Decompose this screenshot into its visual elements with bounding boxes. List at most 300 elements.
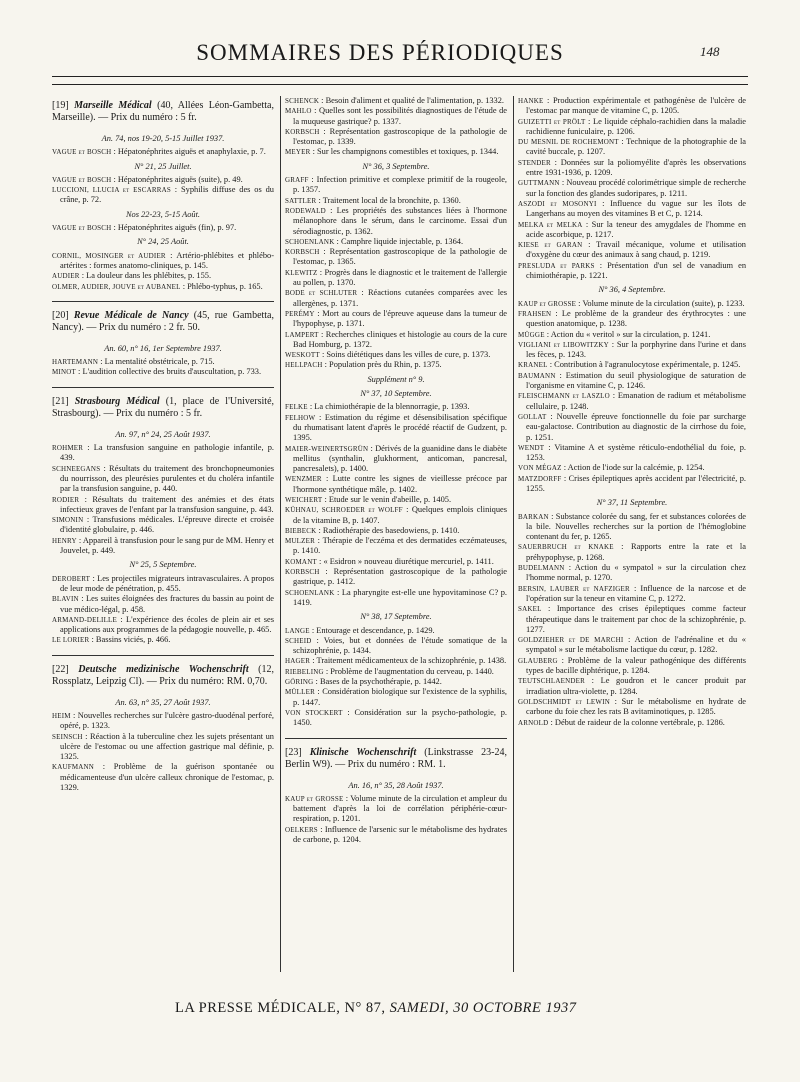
article-authors: MELKA et MELKA — [518, 220, 583, 229]
article-title: Action du « sympatol » sur la circulation chez l'homme normal, p. 1270. — [526, 563, 746, 583]
article-entry: WESKOTT : Soins diététiques dans les villes de cure, p. 1373. — [285, 350, 491, 360]
article-authors: KORBSCH — [285, 248, 320, 257]
footer-date: SAMEDI, 30 OCTOBRE 1937 — [389, 1000, 577, 1016]
article-authors: VAGUE et BOSCH — [52, 175, 112, 184]
issue-heading: N° 37, 10 Septembre. — [360, 389, 432, 399]
article-title: Hépatonéphrites aiguës et anaphylaxie, p. 7. — [117, 147, 266, 157]
article-title: Résultats du traitement des bronchopneumonies du nourrisson, des pleurésies purulentes et du choléra infantile par la transfusion sanguine, p. 440. — [60, 463, 274, 494]
page-number: 148 — [700, 44, 720, 59]
article-title: Camphre liquide injectable, p. 1364. — [340, 236, 464, 246]
article-authors: MEYER — [285, 148, 311, 157]
article-authors: HENRY — [52, 536, 77, 545]
article-authors: ARMAND-DELILLE — [52, 615, 118, 624]
article-entry: STENDER : Données sur la poliomyélite d'après les observations entre 1931-1936, p. 1209. — [518, 157, 747, 178]
article-title: Représentation gastroscopique de la pathologie de l'estomac, p. 1365. — [293, 247, 508, 267]
article-authors: BIEBECK — [285, 526, 317, 535]
article-entry: KORBSCH : Représentation gastroscopique de la pathologie de l'estomac, p. 1339. — [285, 126, 508, 147]
article-title: Les suites éloignées des fractures du bassin au point de vue médico-légal, p. 458. — [60, 594, 274, 614]
article-entry: LUCCIONI, LLUCIA et ESCARRAS : Syphilis diffuse des os du crâne, p. 72. — [52, 185, 274, 205]
article-authors: MATZDORFF — [518, 474, 562, 483]
article-entry: GOLLAT : Nouvelle épreuve fonctionnelle du foie par surcharge eau-galactose. Contribution au diagnostic de la cirrhose du foie, p. 1251. — [518, 411, 746, 442]
article-authors: PERÉMY — [285, 309, 315, 318]
article-authors: HELLPACH — [285, 361, 323, 370]
article-entry: MAHLO : Quelles sont les possibilités diagnostiques de l'étude de la muqueuse gastrique? p. 1337. — [285, 106, 507, 126]
article-title: La transfusion sanguine en pathologie infantile, p. 439. — [60, 443, 275, 463]
article-title: Hépatonéphrites aiguës (fin), p. 97. — [117, 223, 237, 233]
article-entry: CORNIL, MOSINGER et AUDIER : Artério-phlébites et phlébo-artérites : formes anatomo-cliniques, p. 145. — [52, 250, 274, 270]
article-authors: MULZER — [285, 537, 315, 546]
article-entry: KAUP et GROSSE : Volume minute de la circulation et ampleur du battement d'après la loi de corrélation périphérie-cœur-respiration, p. 1201. — [285, 793, 507, 824]
article-title: La mentalité obstétricale, p. 715. — [104, 357, 215, 367]
article-title: Problème de la guérison spontanée ou médicamenteuse d'un ulcère calleux chronique de l'estomac, p. 1329. — [60, 762, 274, 793]
issue-heading: N° 36, 4 Septembre. — [598, 285, 666, 295]
article-title: Emanation de radium et métabolisme cellulaire, p. 1248. — [526, 391, 746, 411]
article-title: Transfusions médicales. L'épreuve directe et croisée d'identité globulaire, p. 446. — [60, 515, 274, 535]
article-entry: KLEWITZ : Progrès dans le diagnostic et le traitement de l'allergie au pollen, p. 1370. — [285, 267, 507, 288]
article-entry: WENZMER : Lutte contre les signes de vieillesse précoce par l'hormone synthétique mâle, p. 1402. — [285, 474, 507, 494]
article-title: Influence de l'arsenic sur le métabolisme des hydrates de carbone, p. 1204. — [293, 824, 508, 844]
footer-journal: LA PRESSE MÉDICALE, N° 87, — [175, 1000, 386, 1016]
article-authors: KAUFMANN — [52, 763, 95, 772]
article-authors: KAUP et GROSSE — [285, 794, 344, 803]
article-title: Action du « veritol » sur la circulation, p. 1241. — [550, 329, 711, 339]
article-title: Estimation du régime et désensibilisation spécifique du rhumatisant latent d'après le procédé réactif de Gudzent, p. 1395. — [293, 412, 507, 443]
article-authors: SAUERBRUCH et KNAKE — [518, 543, 614, 552]
article-authors: LANGE — [285, 626, 310, 635]
journal-header — [52, 396, 274, 420]
article-authors: HAGER — [285, 657, 311, 666]
article-entry: RODIER : Résultats du traitement des anémies et des états infectieux graves de l'enfant par la transfusion sanguine, p. 443. — [52, 494, 274, 514]
article-entry: HAGER : Traitement médicamenteux de la schizophrénie, p. 1438. — [285, 656, 507, 666]
article-title: Problème de l'augmentation du cerveau, p. 1440. — [330, 666, 494, 676]
column-divider — [513, 96, 514, 972]
article-authors: SATTLER — [285, 196, 317, 205]
article-authors: HEIM — [52, 711, 71, 720]
article-entry: BARKAN : Substance colorée du sang, fer et substances colorées de la bile. Nouvelles recherches sur la portion de l'hémoglobine contenant du fer, p. 1265. — [518, 511, 746, 542]
article-title: Influence de la narcose et de l'opération sur la teneur en vitamine C, p. 1272. — [526, 583, 747, 603]
article-title: Considération sur la psycho-pathologie, p. 1450. — [293, 707, 507, 728]
article-title: Volume minute de la circulation et ampleur du battement d'après la loi de corrélation périphérie-cœur-respiration, p. 1201. — [293, 793, 507, 824]
article-authors: GUTTMANN — [518, 179, 560, 188]
article-entry: AUDIER : La douleur dans les phlébites, p. 155. — [52, 271, 212, 281]
article-entry: SCHENCK : Besoin d'aliment et qualité de l'alimentation, p. 1332. — [285, 96, 504, 105]
article-entry: KAUP et GROSSE : Volume minute de la circulation (suite), p. 1233. — [518, 298, 745, 308]
article-title: Représentation gastroscopique de la pathologie gastrique, p. 1412. — [293, 567, 507, 587]
issue-heading: N° 38, 17 Septembre. — [360, 612, 432, 622]
article-entry: SCHOENLANK : La pharyngite est-elle une hypovitaminose C? p. 1419. — [285, 587, 508, 607]
article-authors: GÖRING — [285, 678, 314, 687]
page-title: SOMMAIRES DES PÉRIODIQUES — [196, 40, 564, 65]
article-authors: DU MESNIL DE ROCHEMONT — [518, 138, 619, 147]
issue-heading: An. 74, nos 19-20, 5-15 Juillet 1937. — [101, 134, 225, 143]
article-title: Lutte contre les signes de vieillesse précoce par l'hormone synthétique mâle, p. 1402. — [293, 474, 507, 494]
article-authors: AUDIER — [52, 272, 80, 281]
article-title: Recherches cliniques et histologie au cours de la cure Bad Homburg, p. 1372. — [293, 329, 507, 349]
article-authors: SCHEID — [285, 636, 312, 645]
article-title: Représentation gastroscopique de la pathologie de l'estomac, p. 1339. — [293, 126, 508, 147]
article-entry: DEROBERT : Les projectiles migrateurs intravasculaires. A propos de leur mode de pénétration, p. 455. — [52, 573, 274, 593]
journal-details: (45, rue Gambetta, Nancy). — Prix du numéro : 2 fr. 50. — [52, 309, 274, 333]
article-entry: LANGE : Entourage et descendance, p. 1429. — [285, 625, 435, 635]
article-entry: PRESLUDA et PARKS : Présentation d'un sel de vanadium en chimiothérapie, p. 1221. — [518, 260, 747, 281]
article-authors: VON STOCKERT — [285, 708, 343, 717]
article-entry: VAGUE et BOSCH : Hépatonéphrites aiguës (suite), p. 49. — [52, 174, 243, 184]
article-entry: ASZODI et MOSONYI : Influence du vague sur les îlots de Langerhans au moyen des vitamines B et C, p. 1214. — [518, 198, 746, 219]
article-title: Contribution à l'agranulocytose expérimentale, p. 1245. — [554, 360, 741, 370]
article-authors: FELHOW — [285, 413, 316, 422]
article-authors: WEICHERT — [285, 495, 323, 504]
article-entry: BODE et SCHLUTER : Réactions cutanées comparées avec les allergènes, p. 1371. — [285, 288, 507, 308]
article-authors: KORBSCH — [285, 127, 320, 136]
article-authors: KLEWITZ — [285, 268, 318, 277]
article-entry: HENRY : Appareil à transfusion pour le sang pur de MM. Henry et Jouvelet, p. 449. — [52, 535, 274, 556]
issue-heading: An. 63, n° 35, 27 Août 1937. — [115, 697, 211, 707]
article-entry: KOMANT : « Esidron » nouveau diurétique mercuriel, p. 1411. — [285, 556, 494, 566]
article-title: Appareil à transfusion pour le sang pur de MM. Henry et Jouvelet, p. 449. — [60, 535, 274, 556]
article-entry: MELKA et MELKA : Sur la teneur des amygdales de l'homme en acide ascorbique, p. 1217. — [518, 219, 746, 239]
article-authors: SAKEL — [518, 605, 542, 614]
article-title: Action de l'adrénaline et du « sympatol » sur le métabolisme lactique du cœur, p. 1282. — [526, 635, 746, 655]
article-authors: MAHLO — [285, 107, 312, 116]
article-entry: VIGLIANI et LIBOWITZKY : Sur la porphyrine dans l'urine et dans les fèces, p. 1243. — [518, 339, 746, 360]
article-title: Rapports entre la rate et la préhypophyse, p. 1268. — [526, 542, 746, 562]
journal-details: (Linkstrasse 23-24, Berlin W9). — Prix du numéro : RM. 1. — [285, 746, 507, 770]
article-authors: PRESLUDA et PARKS — [518, 261, 595, 270]
article-entry: VAGUE et BOSCH : Hépatonéphrites aiguës (fin), p. 97. — [52, 223, 237, 233]
section-divider — [52, 655, 274, 656]
article-entry: WENDT : Vitamine A et système réticulo-endothélial du foie, p. 1253. — [518, 442, 746, 463]
article-title: « Esidron » nouveau diurétique mercuriel, p. 1411. — [323, 556, 494, 566]
article-title: Soins diététiques dans les villes de cure, p. 1373. — [326, 350, 491, 360]
article-authors: GRAFF — [285, 176, 309, 185]
article-entry: GOLDSCHMIDT et LEWIN : Sur le métabolisme en hydrate de carbone du foie chez les rats B avitaminotiques, p. 1285. — [518, 696, 746, 717]
issue-heading: An. 16, n° 35, 28 Août 1937. — [348, 780, 444, 790]
article-authors: WENZMER — [285, 475, 322, 484]
article-title: La douleur dans les phlébites, p. 155. — [86, 271, 212, 281]
article-title: Le liquide céphalo-rachidien dans la maladie rachidienne funiculaire, p. 1206. — [526, 116, 746, 136]
article-entry: BAUMANN : Estimation du seuil physiologique de saturation de l'organisme en vitamine C, p. 1246. — [518, 370, 746, 391]
article-authors: CORNIL, MOSINGER et AUDIER — [52, 251, 166, 260]
article-title: Le problème de la grandeur des érythrocytes : une question anatomique, p. 1238. — [526, 308, 746, 329]
article-authors: GOLDSCHMIDT et LEWIN — [518, 697, 610, 706]
article-entry: RIEBELING : Problème de l'augmentation du cerveau, p. 1440. — [285, 666, 494, 676]
article-authors: GLAUBERG — [518, 656, 558, 665]
issue-heading: Nos 22-23, 5-15 Août. — [125, 209, 201, 219]
article-entry: GRAFF : Infection primitive et complexe primitif de la rougeole, p. 1357. — [285, 175, 508, 195]
column-middle — [285, 96, 507, 845]
article-title: L'audition collective des bruits d'auscultation, p. 733. — [82, 367, 262, 377]
article-entry: GÖRING : Bases de la psychothérapie, p. 1442. — [285, 677, 442, 687]
journal-header — [52, 100, 274, 124]
article-title: Estimation du seuil physiologique de saturation de l'organisme en vitamine C, p. 1246. — [526, 370, 746, 391]
article-title: Action de l'iode sur la calcémie, p. 1254. — [567, 463, 705, 473]
article-authors: SCHOENLANK — [285, 588, 335, 597]
article-title: Résultats du traitement des anémies et des états infectieux graves de l'enfant par la transfusion sanguine, p. 443. — [60, 494, 274, 514]
article-title: Le goudron et le cancer produit par irradiation ultra-violette, p. 1284. — [526, 676, 746, 696]
article-entry: GUIZETTI et PRÖLT : Le liquide céphalo-rachidien dans la maladie rachidienne funiculaire, p. 1206. — [518, 116, 746, 136]
section-divider — [285, 738, 507, 739]
journal-title: Marseille Médical — [74, 100, 152, 111]
article-entry: VAGUE et BOSCH : Hépatonéphrites aiguës et anaphylaxie, p. 7. — [52, 147, 266, 157]
article-title: Quelques emplois cliniques de la vitamine B, p. 1407. — [293, 505, 508, 525]
article-authors: MINOT — [52, 368, 76, 377]
article-authors: LE LORIER — [52, 636, 90, 645]
article-title: Traitement local de la bronchite, p. 1360. — [322, 195, 461, 205]
article-title: Réactions cutanées comparées avec les allergènes, p. 1371. — [293, 288, 507, 308]
article-entry: SATTLER : Traitement local de la bronchite, p. 1360. — [285, 195, 461, 205]
article-authors: RIEBELING — [285, 667, 324, 676]
article-entry: OELKERS : Influence de l'arsenic sur le métabolisme des hydrates de carbone, p. 1204. — [285, 824, 508, 844]
article-authors: KIESE et GARAN — [518, 241, 583, 250]
article-authors: KÜHNAU, SCHROEDER et WOLFF — [285, 506, 403, 515]
article-authors: ARNOLD — [518, 718, 549, 727]
article-authors: VAGUE et BOSCH — [52, 224, 112, 233]
article-authors: DEROBERT — [52, 574, 91, 583]
article-title: Dérivés de la guanidine dans le diabète mellitus (synthalin, glukhorment, anticoman, pancresal, pancresalets), p. 1400. — [293, 443, 507, 474]
article-entry: SCHOENLANK : Camphre liquide injectable, p. 1364. — [285, 236, 464, 246]
article-entry: KÜHNAU, SCHROEDER et WOLFF : Quelques emplois cliniques de la vitamine B, p. 1407. — [285, 505, 508, 525]
article-authors: SCHOENLANK — [285, 237, 335, 246]
issue-heading: An. 60, n° 16, 1er Septembre 1937. — [104, 343, 222, 353]
article-authors: OLMER, AUDIER, JOUVE et AUBANEL — [52, 282, 181, 291]
article-entry: FRAHSEN : Le problème de la grandeur des érythrocytes : une question anatomique, p. 1238. — [518, 308, 746, 329]
article-title: Artério-phlébites et phlébo-artérites : formes anatomo-cliniques, p. 145. — [60, 250, 274, 270]
journal-title: Klinische Wochenschrift — [309, 746, 417, 758]
article-entry: BERSIN, LAUBER et NAFZIGER : Influence de la narcose et de l'opération sur la teneur en vitamine C, p. 1272. — [518, 583, 747, 603]
article-authors: TEUTSCHLAENDER — [518, 677, 585, 686]
article-title: Bassins viciés, p. 466. — [95, 635, 171, 645]
title-rule — [52, 76, 748, 77]
article-title: L'expérience des écoles de plein air et ses applications aux programmes de la pédagogie nouvelle, p. 465. — [60, 614, 275, 635]
article-authors: VIGLIANI et LIBOWITZKY — [518, 340, 609, 349]
article-authors: WESKOTT — [285, 351, 320, 360]
article-entry: KORBSCH : Représentation gastroscopique de la pathologie gastrique, p. 1412. — [285, 567, 507, 587]
article-title: Bases de la psychothérapie, p. 1442. — [319, 677, 442, 687]
article-entry: LE LORIER : Bassins viciés, p. 466. — [52, 635, 171, 645]
article-entry: BLAVIN : Les suites éloignées des fractures du bassin au point de vue médico-légal, p. 458. — [52, 594, 274, 614]
article-authors: SIMONIN — [52, 516, 84, 525]
article-title: Thérapie de l'eczéma et des dermatides eczémateuses, p. 1410. — [293, 536, 507, 556]
article-title: Progrès dans le diagnostic et le traitement de l'allergie au pollen, p. 1370. — [293, 267, 507, 288]
article-authors: GUIZETTI et PRÖLT — [518, 117, 586, 126]
article-entry: MEYER : Sur les champignons comestibles et toxiques, p. 1344. — [285, 147, 499, 157]
article-authors: OELKERS — [285, 825, 318, 834]
page-footer — [175, 1000, 765, 1017]
column-divider — [280, 96, 281, 972]
issue-heading: N° 25, 5 Septembre. — [129, 560, 197, 570]
article-authors: KORBSCH — [285, 568, 320, 577]
article-authors: FRAHSEN — [518, 309, 552, 318]
article-authors: LUCCIONI, LLUCIA et ESCARRAS — [52, 186, 171, 195]
issue-heading: N° 21, 25 Juillet. — [134, 161, 192, 171]
article-authors: SEINSCH — [52, 732, 83, 741]
issue-heading: N° 36, 3 Septembre. — [362, 161, 430, 171]
article-entry: KORBSCH : Représentation gastroscopique de la pathologie de l'estomac, p. 1365. — [285, 247, 508, 267]
article-authors: ASZODI et MOSONYI — [518, 199, 597, 208]
article-title: Importance des crises épileptiques comme facteur thérapeutique dans le traitement par choc de la schizophrénie, p. 1277. — [526, 604, 746, 634]
article-authors: VAGUE et BOSCH — [52, 148, 112, 157]
article-entry: MÜLLER : Considération biologique sur l'existence de la syphilis, p. 1447. — [285, 687, 507, 707]
article-entry: KAUFMANN : Problème de la guérison spontanée ou médicamenteuse d'un ulcère calleux chronique de l'estomac, p. 1329. — [52, 762, 274, 793]
article-entry: SIMONIN : Transfusions médicales. L'épreuve directe et croisée d'identité globulaire, p. 446. — [52, 515, 274, 535]
article-authors: BODE et SCHLUTER — [285, 289, 358, 298]
article-authors: WENDT — [518, 443, 545, 452]
article-entry: MULZER : Thérapie de l'eczéma et des dermatides eczémateuses, p. 1410. — [285, 536, 507, 556]
journal-title: Deutsche medizinische Wochenschrift — [78, 663, 249, 675]
title-rule-2 — [52, 84, 748, 85]
article-entry: FELHOW : Estimation du régime et désensibilisation spécifique du rhumatisant latent d'après le procédé réactif de Gudzent, p. 1395. — [285, 412, 507, 443]
article-title: Technique de la photographie de la cavité buccale, p. 1207. — [526, 137, 746, 157]
journal-number: [22] — [52, 663, 69, 675]
issue-heading: N° 37, 11 Septembre. — [596, 498, 668, 508]
article-entry: SEINSCH : Réaction à la tuberculine chez les sujets présentant un ulcère de l'estomac ou une affection gastrique mal définie, p. 1325. — [52, 731, 274, 762]
article-title: Considération biologique sur l'existence de la syphilis, p. 1447. — [293, 687, 507, 707]
article-entry: MAIER-WEINERTSGRÜN : Dérivés de la guanidine dans le diabète mellitus (synthalin, glukhorment, anticoman, pancresal, pancresalets), p. 1400. — [285, 443, 507, 474]
article-entry: KRANEL : Contribution à l'agranulocytose expérimentale, p. 1245. — [518, 360, 741, 370]
article-entry: SAUERBRUCH et KNAKE : Rapports entre la rate et la préhypophyse, p. 1268. — [518, 542, 746, 562]
article-authors: RODIER — [52, 495, 80, 504]
article-authors: HARTEMANN — [52, 358, 99, 367]
journal-header — [285, 747, 507, 771]
journal-number: [20] — [52, 309, 69, 321]
article-entry: BIEBECK : Radiothérapie des basedowiens, p. 1410. — [285, 525, 460, 535]
article-title: Mort au cours de l'épreuve aqueuse dans la tumeur de l'hypophyse, p. 1371. — [293, 308, 507, 329]
journal-header — [52, 664, 274, 688]
article-authors: BLAVIN — [52, 595, 79, 604]
article-title: Radiothérapie des basedowiens, p. 1410. — [322, 525, 460, 535]
article-entry: VON STOCKERT : Considération sur la psycho-pathologie, p. 1450. — [285, 707, 507, 728]
article-authors: KRANEL — [518, 361, 548, 370]
article-authors: BAUMANN — [518, 371, 556, 380]
column-right — [518, 96, 746, 728]
column-left — [52, 96, 274, 793]
article-authors: GOLLAT — [518, 412, 547, 421]
article-authors: SCHENCK — [285, 97, 320, 105]
article-authors: RODEWALD — [285, 206, 326, 215]
article-entry: MINOT : L'audition collective des bruits d'auscultation, p. 733. — [52, 367, 262, 377]
journal-title: Revue Médicale de Nancy — [73, 309, 189, 321]
article-title: Sur le métabolisme en hydrate de carbone du foie chez les rats B avitaminotiques, p. 1285. — [526, 696, 746, 717]
article-entry: GUTTMANN : Nouveau procédé colorimétrique simple de recherche sur la fonction des glandes sudoripares, p. 1211. — [518, 178, 746, 198]
article-title: Volume minute de la circulation (suite), p. 1233. — [582, 298, 745, 308]
article-entry: MÜGGE : Action du « veritol » sur la circulation, p. 1241. — [518, 329, 711, 339]
article-title: Nouvelle épreuve fonctionnelle du foie par surcharge eau-galactose. Contribution au diagnostic de la cirrhose du foie, p. 1251. — [526, 411, 746, 442]
article-entry: HELLPACH : Population près du Rhin, p. 1375. — [285, 360, 442, 370]
article-entry: BUDELMANN : Action du « sympatol » sur la circulation chez l'homme normal, p. 1270. — [518, 563, 746, 583]
article-title: Travail mécanique, volume et utilisation d'oxygène du cœur des animaux à sang chaud, p. 1219. — [526, 240, 746, 260]
article-title: Problème de la valeur pathogénique des différents types de bacille diphtérique, p. 1284. — [526, 655, 746, 676]
article-entry: SAKEL : Importance des crises épileptiques comme facteur thérapeutique dans le traitement par choc de la schizophrénie, p. 1277. — [518, 604, 746, 634]
article-title: Substance colorée du sang, fer et substances colorées de la bile. Nouvelles recherches sur la portion de l'hémoglobine contenant du fer, p. 1265. — [526, 511, 746, 542]
article-title: Sur la porphyrine dans l'urine et dans les fèces, p. 1243. — [526, 339, 746, 360]
article-authors: STENDER — [518, 158, 551, 167]
article-title: Crises épileptiques après accident par l'électricité, p. 1255. — [526, 473, 747, 493]
article-entry: RODEWALD : Les propriétés des substances liées à l'hormone mélanophore dans le sérum, dans le carcinome. Essai d'un sérodiagnostic, p. 1362. — [285, 205, 507, 236]
journal-number: [23] — [285, 746, 302, 758]
article-authors: BARKAN — [518, 512, 549, 521]
article-entry: FELKE : La chimiothérapie de la blennorragie, p. 1393. — [285, 402, 470, 412]
article-authors: KAUP et GROSSE — [518, 299, 577, 308]
article-title: Hépatonéphrites aiguës (suite), p. 49. — [117, 174, 243, 184]
article-title: Nouvelles recherches sur l'ulcère gastro-duodénal perforé, opéré, p. 1323. — [60, 710, 275, 731]
article-title: Données sur la poliomyélite d'après les observations entre 1931-1936, p. 1209. — [526, 157, 747, 178]
journal-header — [52, 310, 274, 334]
article-title: Début de raideur de la colonne vertébrale, p. 1286. — [554, 717, 725, 727]
article-entry: WEICHERT : Etude sur le venin d'abeille, p. 1405. — [285, 494, 452, 504]
issue-heading: N° 24, 25 Août. — [137, 237, 189, 247]
article-title: Influence du vague sur les îlots de Langerhans au moyen des vitamines B et C, p. 1214. — [526, 198, 746, 219]
article-entry: HARTEMANN : La mentalité obstétricale, p. 715. — [52, 357, 215, 367]
article-entry: ARMAND-DELILLE : L'expérience des écoles de plein air et ses applications aux programmes de la pédagogie nouvelle, p. 465. — [52, 614, 275, 635]
article-entry: ROHMER : La transfusion sanguine en pathologie infantile, p. 439. — [52, 443, 275, 463]
article-entry: FLEISCHMANN et LASZLO : Emanation de radium et métabolisme cellulaire, p. 1248. — [518, 391, 746, 411]
article-entry: VON MÉGAZ : Action de l'iode sur la calcémie, p. 1254. — [518, 463, 705, 473]
article-authors: HANKE — [518, 97, 544, 105]
article-title: Traitement médicamenteux de la schizophrénie, p. 1438. — [316, 656, 507, 666]
journal-details: (1, place de l'Université, Strasbourg). — Prix du numéro : 5 fr. — [52, 395, 275, 419]
issue-heading: An. 97, n° 24, 25 Août 1937. — [115, 429, 211, 439]
article-entry: HANKE : Production expérimentale et pathogénèse de l'ulcère de l'estomac par manque de vitamine C, p. 1205. — [518, 96, 746, 116]
article-entry: SCHEID : Voies, but et données de l'étude somatique de la schizophrénie, p. 1434. — [285, 635, 507, 656]
article-entry: LAMPERT : Recherches cliniques et histologie au cours de la cure Bad Homburg, p. 1372. — [285, 329, 507, 349]
article-title: Sur les champignons comestibles et toxiques, p. 1344. — [317, 147, 499, 157]
article-title: Syphilis diffuse des os du crâne, p. 72. — [60, 185, 274, 205]
article-authors: GOLDZIEHER et DE MARCHI — [518, 636, 624, 645]
article-title: La chimiothérapie de la blennorragie, p. 1393. — [314, 402, 470, 412]
article-title: Voies, but et données de l'étude somatique de la schizophrénie, p. 1434. — [293, 635, 507, 656]
article-title: Etude sur le venin d'abeille, p. 1405. — [328, 494, 452, 504]
article-title: Les projectiles migrateurs intravasculaires. A propos de leur mode de pénétration, p. 455. — [60, 573, 274, 593]
article-entry: ARNOLD : Début de raideur de la colonne vertébrale, p. 1286. — [518, 717, 725, 727]
article-title: Phlébo-typhus, p. 165. — [187, 281, 263, 291]
article-title: Les propriétés des substances liées à l'hormone mélanophore dans le sérum, dans le carcinome. Essai d'un sérodiagnostic, p. 1362. — [293, 205, 507, 236]
article-entry: HEIM : Nouvelles recherches sur l'ulcère gastro-duodénal perforé, opéré, p. 1323. — [52, 710, 275, 731]
article-authors: FELKE — [285, 403, 308, 412]
article-entry: DU MESNIL DE ROCHEMONT : Technique de la photographie de la cavité buccale, p. 1207. — [518, 137, 746, 157]
article-authors: BERSIN, LAUBER et NAFZIGER — [518, 584, 630, 593]
article-authors: BUDELMANN — [518, 564, 565, 573]
journal-details: (12, Rossplatz, Leipzig Cl). — Prix du numéro: RM. 0,70. — [52, 663, 274, 687]
article-entry: SCHNEEGANS : Résultats du traitement des bronchopneumonies du nourrisson, des pleurésies purulentes et du choléra infantile par la transfusion sanguine, p. 440. — [52, 463, 274, 494]
journal-number: [19] — [52, 100, 69, 111]
article-entry: TEUTSCHLAENDER : Le goudron et le cancer produit par irradiation ultra-violette, p. 1284. — [518, 676, 746, 696]
article-entry: OLMER, AUDIER, JOUVE et AUBANEL : Phlébo-typhus, p. 165. — [52, 281, 263, 291]
article-authors: MÜLLER — [285, 688, 315, 697]
article-entry: GLAUBERG : Problème de la valeur pathogénique des différents types de bacille diphtérique, p. 1284. — [518, 655, 746, 676]
article-title: Besoin d'aliment et qualité de l'alimentation, p. 1332. — [325, 96, 504, 105]
article-entry: MATZDORFF : Crises épileptiques après accident par l'électricité, p. 1255. — [518, 473, 747, 493]
article-title: Présentation d'un sel de vanadium en chimiothérapie, p. 1221. — [526, 260, 747, 281]
article-entry: PERÉMY : Mort au cours de l'épreuve aqueuse dans la tumeur de l'hypophyse, p. 1371. — [285, 308, 507, 329]
article-title: Quelles sont les possibilités diagnostiques de l'étude de la muqueuse gastrique? p. 1337. — [293, 106, 507, 126]
issue-heading: Supplément n° 9. — [367, 374, 425, 384]
article-authors: ROHMER — [52, 444, 84, 453]
article-title: Sur la teneur des amygdales de l'homme en acide ascorbique, p. 1217. — [526, 219, 746, 239]
article-title: Entourage et descendance, p. 1429. — [316, 625, 435, 635]
article-title: Production expérimentale et pathogénèse de l'ulcère de l'estomac par manque de vitamine C, p. 1205. — [526, 96, 746, 116]
article-title: Vitamine A et système réticulo-endothélial du foie, p. 1253. — [526, 442, 746, 463]
article-title: Population près du Rhin, p. 1375. — [329, 360, 442, 370]
article-entry: GOLDZIEHER et DE MARCHI : Action de l'adrénaline et du « sympatol » sur le métabolisme lactique du cœur, p. 1282. — [518, 635, 746, 655]
article-entry: KIESE et GARAN : Travail mécanique, volume et utilisation d'oxygène du cœur des animaux à sang chaud, p. 1219. — [518, 240, 746, 260]
article-title: Infection primitive et complexe primitif de la rougeole, p. 1357. — [293, 175, 508, 195]
section-divider — [52, 387, 274, 388]
journal-number: [21] — [52, 395, 69, 407]
journal-details: (40, Allées Léon-Gambetta, Marseille). — Prix du numéro : 5 fr. — [52, 100, 274, 123]
article-authors: FLEISCHMANN et LASZLO — [518, 392, 610, 401]
article-authors: LAMPERT — [285, 330, 319, 339]
article-authors: MAIER-WEINERTSGRÜN — [285, 444, 369, 453]
